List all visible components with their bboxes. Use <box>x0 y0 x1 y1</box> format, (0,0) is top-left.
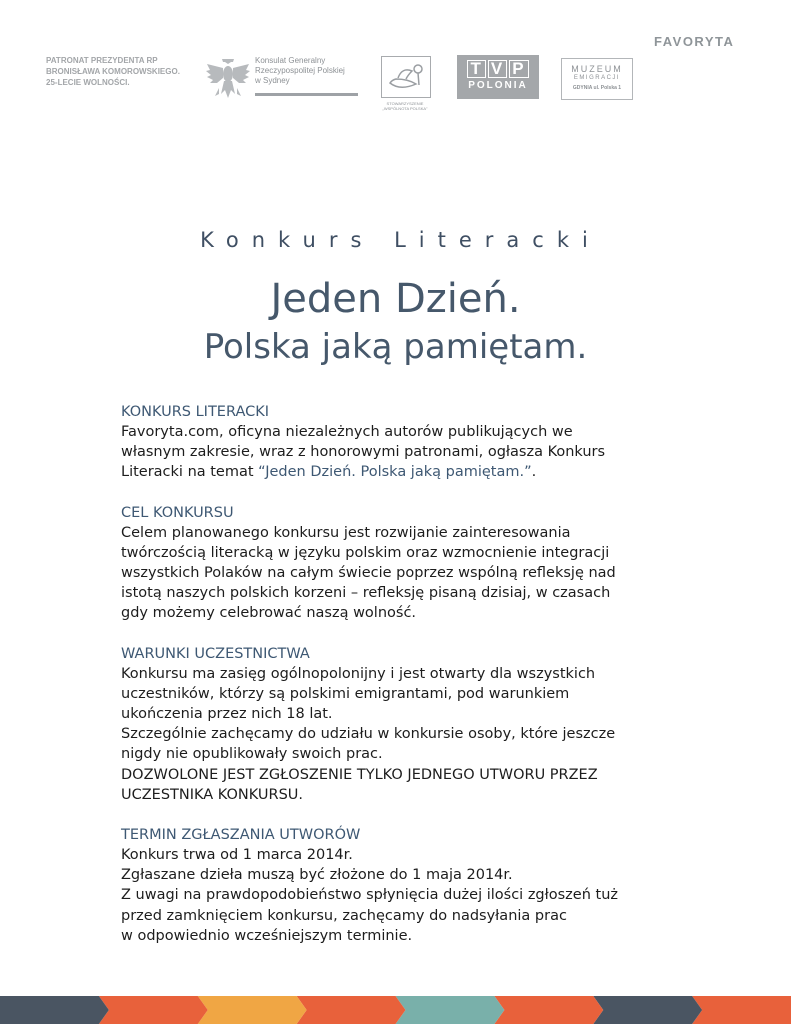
association-caption <box>374 101 436 111</box>
paragraph-line: UCZESTNIKA KONKURSU. <box>121 786 304 803</box>
paragraph-line: przed zamknięciem konkursu, zachęcamy do nadsyłania prac <box>121 907 567 924</box>
footer-arrow-stripe <box>0 996 791 1024</box>
page-subtitle: Polska jaką pamiętam. <box>203 327 588 367</box>
bird-nest-icon <box>382 57 430 97</box>
page-title: Jeden Dzień. <box>270 276 521 322</box>
section-warunki <box>121 644 681 805</box>
paragraph-line: istotą naszych polskich korzeni – refleksję pisaną dzisiaj, w czasach <box>121 585 611 602</box>
polish-eagle-emblem <box>205 54 251 102</box>
footer-arrow-segment <box>396 996 505 1024</box>
association-logo <box>381 56 431 98</box>
section-termin <box>121 825 681 946</box>
contest-label: Konkurs Literacki <box>200 228 601 252</box>
footer-arrow-segment <box>99 996 208 1024</box>
association-line: STOWARZYSZENIE <box>386 101 424 106</box>
paragraph-line: Konkursu ma zasięg ogólnopolonijny i jest otwarty dla wszystkich <box>121 665 596 682</box>
paragraph-line: wszystkich Polaków na całym świecie poprzez wspólną refleksję nad <box>121 565 616 582</box>
paragraph-line: DOZWOLONE JEST ZGŁOSZENIE TYLKO JEDNEGO UTWORU PRZEZ <box>121 766 598 783</box>
section-cel <box>121 503 681 624</box>
footer-arrow-segment <box>593 996 702 1024</box>
paragraph-line: nigdy nie opublikowały swoich prac. <box>121 746 383 763</box>
tvp-polonia-label: POLONIA <box>468 80 528 91</box>
tvp-polonia-logo <box>457 55 539 99</box>
museum-logo <box>561 58 633 100</box>
paragraph-line: w odpowiednio wcześniejszym terminie. <box>121 927 413 944</box>
paragraph-line <box>121 462 681 482</box>
consulate-line: w Sydney <box>255 76 290 85</box>
favoryta-logo: FAVORYTA <box>654 34 735 49</box>
consulate-line: Rzeczypospolitej Polskiej <box>255 66 345 75</box>
footer-arrow-segment <box>692 996 791 1024</box>
paragraph-line: Celem planowanego konkursu jest rozwijanie zainteresowania <box>121 524 571 541</box>
paragraph-line: Z uwagi na prawdopodobieństwo spłynięcia dużej ilości zgłoszeń tuż <box>121 887 618 904</box>
museum-line: GDYNIA ul. Polska 1 <box>572 85 622 91</box>
section-konkurs <box>121 402 681 483</box>
tvp-letters <box>457 60 539 78</box>
consulate-logo-text <box>255 56 345 86</box>
patronage-line: 25-LECIE WOLNOŚCI. <box>46 78 130 87</box>
patronage-line: PATRONAT PREZYDENTA RP <box>46 56 158 65</box>
footer-arrow-segment <box>297 996 406 1024</box>
paragraph-line: Favoryta.com, oficyna niezależnych autorów publikujących we <box>121 424 573 440</box>
consulate-line: Konsulat Generalny <box>255 56 326 65</box>
tvp-letter: V <box>488 60 507 78</box>
section-heading: CEL KONKURSU <box>121 504 234 521</box>
paragraph-line: Zgłaszane dzieła muszą być złożone do 1 maja 2014r. <box>121 867 513 884</box>
paragraph-line: Konkurs trwa od 1 marca 2014r. <box>121 847 353 864</box>
tvp-letter: T <box>467 60 485 78</box>
paragraph-line: gdy możemy celebrować naszą wolność. <box>121 605 417 622</box>
footer-arrow-segment <box>198 996 307 1024</box>
announcement-body <box>121 402 681 966</box>
tvp-letter: P <box>509 60 528 78</box>
paragraph-line: własnym zakresie, wraz z honorowymi patronami, ogłasza Konkurs <box>121 444 606 461</box>
patronage-text <box>46 55 180 88</box>
paragraph-line: twórczością literacką w języku polskim oraz wzmocnienie integracji <box>121 544 610 561</box>
text-span: . <box>531 464 537 481</box>
footer-arrow-segment <box>494 996 603 1024</box>
association-line: „WSPÓLNOTA POLSKA" <box>382 106 428 111</box>
consulate-underline <box>255 93 358 96</box>
patronage-line: BRONISŁAWA KOMOROWSKIEGO. <box>46 67 180 76</box>
contest-theme: “Jeden Dzień. Polska jaką pamiętam.” <box>258 464 532 481</box>
section-heading: TERMIN ZGŁASZANIA UTWORÓW <box>121 827 361 844</box>
section-heading: WARUNKI UCZESTNICTWA <box>121 645 310 662</box>
museum-line: MUZEUM <box>571 64 623 74</box>
text-span: Literacki na temat <box>121 464 259 481</box>
footer-arrow-segment <box>0 996 109 1024</box>
museum-line: EMIGRACJI <box>573 75 621 81</box>
paragraph-line: Szczególnie zachęcamy do udziału w konkursie osoby, które jeszcze <box>121 726 616 743</box>
paragraph-line: uczestników, którzy są polskimi emigrantami, pod warunkiem <box>121 685 570 702</box>
paragraph-line: ukończenia przez nich 18 lat. <box>121 706 333 723</box>
section-heading: KONKURS LITERACKI <box>121 404 270 420</box>
